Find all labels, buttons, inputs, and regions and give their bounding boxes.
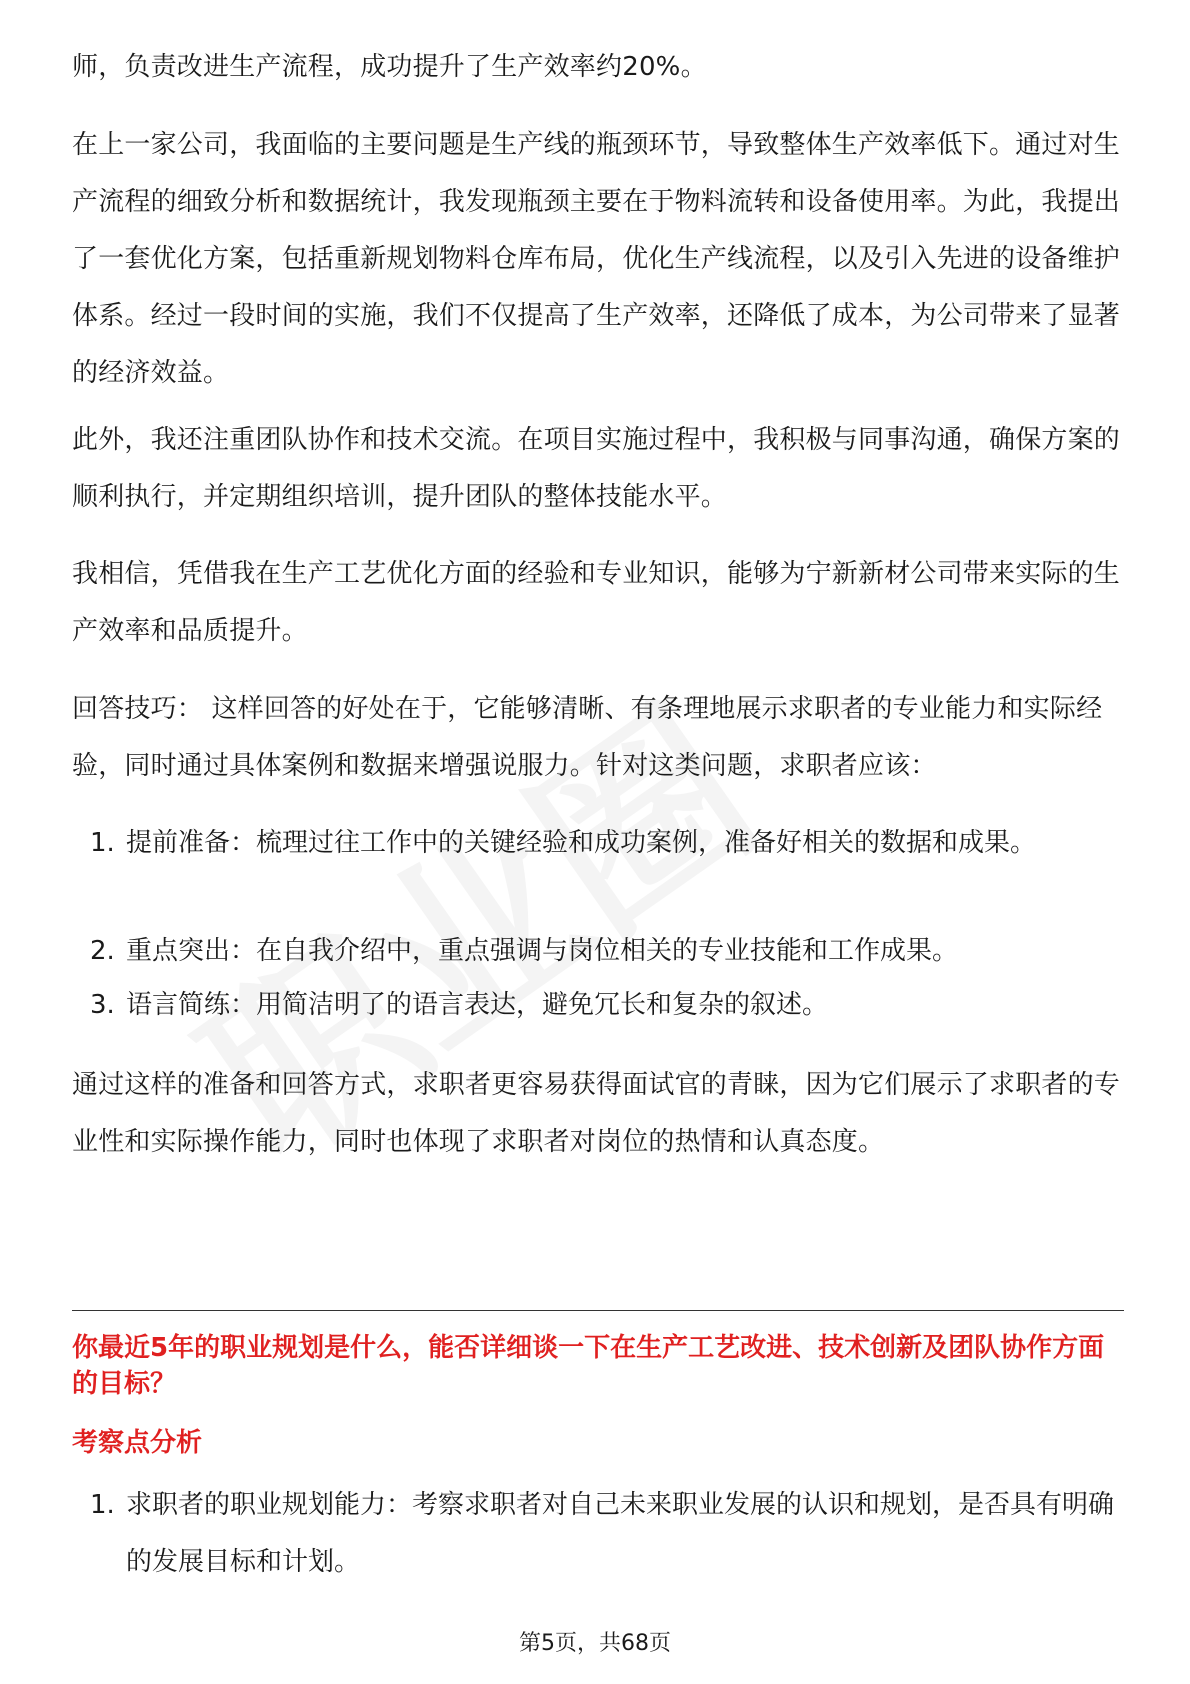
closing-paragraph: 通过这样的准备和回答方式，求职者更容易获得面试官的青睐，因为它们展示了求职者的专业性和实际操作能力，同时也体现了求职者对岗位的热情和认真态度。 bbox=[72, 1070, 1121, 1157]
interview-question: 你最近5年的职业规划是什么，能否详细谈一下在生产工艺改进、技术创新及团队协作方面的目标？ bbox=[72, 1333, 1105, 1399]
paragraph-3: 此外，我还注重团队协作和技术交流。在项目实施过程中，我积极与同事沟通，确保方案的顺利执行，并定期组织培训，提升团队的整体技能水平。 bbox=[72, 425, 1121, 512]
paragraph-5: 回答技巧： 这样回答的好处在于，它能够清晰、有条理地展示求职者的专业能力和实际经验，同时通过具体案例和数据来增强说服力。针对这类问题，求职者应该： bbox=[72, 694, 1103, 781]
list-number: 1. bbox=[90, 828, 115, 858]
list-text: 求职者的职业规划能力：考察求职者对自己未来职业发展的认识和规划，是否具有明确的发展目标和计划。 bbox=[126, 1490, 1115, 1577]
paragraph-1: 师，负责改进生产流程，成功提升了生产效率约20%。 bbox=[72, 52, 707, 82]
list-text: 语言简练：用简洁明了的语言表达，避免冗长和复杂的叙述。 bbox=[126, 990, 829, 1020]
list-number: 3. bbox=[90, 990, 115, 1020]
section-divider bbox=[72, 1310, 1124, 1311]
analysis-heading: 考察点分析 bbox=[72, 1428, 203, 1458]
paragraph-2: 在上一家公司，我面临的主要问题是生产线的瓶颈环节，导致整体生产效率低下。通过对生产流程的细致分析和数据统计，我发现瓶颈主要在于物料流转和设备使用率。为此，我提出了一套优化方案，包括重新规划物料仓库布局，优化生产线流程，以及引入先进的设备维护体系。经过一段时间的实施，我们不仅提高了生产效率，还降低了成本，为公司带来了显著的经济效益。 bbox=[72, 130, 1121, 388]
paragraph-4: 我相信，凭借我在生产工艺优化方面的经验和专业知识，能够为宁新新材公司带来实际的生产效率和品质提升。 bbox=[72, 559, 1121, 646]
list-number: 1. bbox=[90, 1490, 115, 1520]
list-text: 重点突出：在自我介绍中，重点强调与岗位相关的专业技能和工作成果。 bbox=[126, 936, 959, 966]
list-number: 2. bbox=[90, 936, 115, 966]
list-text: 提前准备：梳理过往工作中的关键经验和成功案例，准备好相关的数据和成果。 bbox=[126, 828, 1037, 858]
page-number-footer: 第5页，共68页 bbox=[519, 1631, 671, 1656]
